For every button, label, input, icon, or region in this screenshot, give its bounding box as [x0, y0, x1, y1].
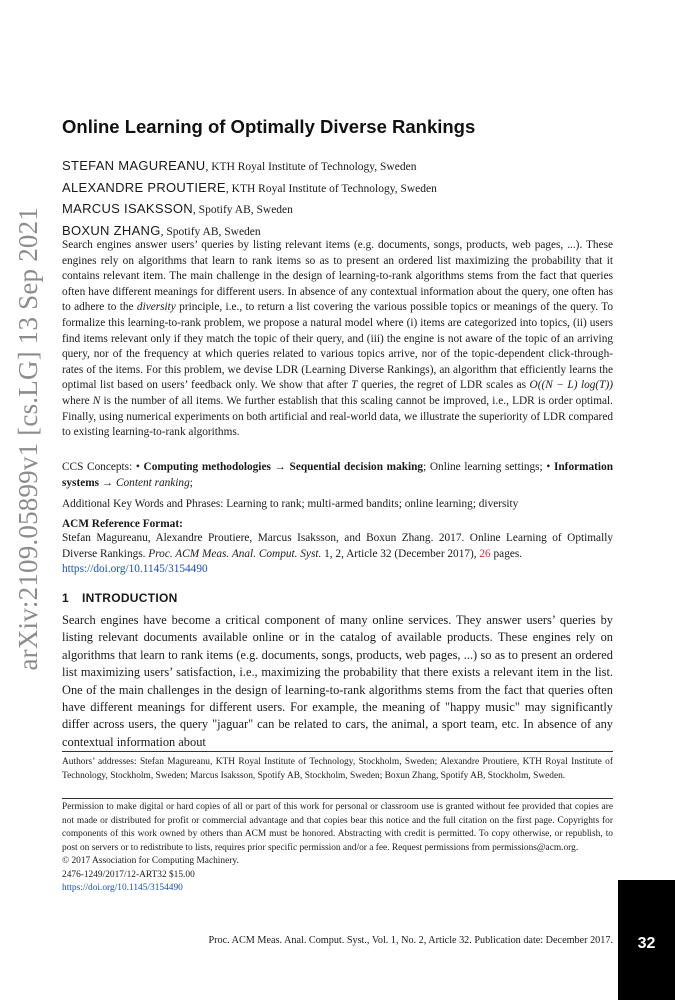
author-name: STEFAN MAGUREANU	[62, 158, 206, 173]
math-expression: O((N − L) log(T))	[529, 379, 613, 392]
doi-link[interactable]: https://doi.org/10.1145/3154490	[62, 883, 183, 893]
issn-line: 2476-1249/2017/12-ART32 $15.00	[62, 869, 195, 880]
acm-reference	[62, 531, 613, 578]
author-name: ALEXANDRE PROUTIERE	[62, 179, 226, 195]
keywords: Additional Key Words and Phrases: Learning to rank; multi-armed bandits; online learning; diversity	[62, 498, 519, 510]
paper-title: Online Learning of Optimally Diverse Rankings	[62, 116, 476, 137]
ccs-text: ; Online learning settings; •	[423, 461, 554, 473]
abstract-text: where	[62, 394, 93, 407]
author-affiliation: , Spotify AB, Sweden	[160, 225, 261, 238]
author-name: BOXUN ZHANG	[62, 222, 161, 238]
journal-name: Proc. ACM Meas. Anal. Comput. Syst.	[148, 547, 322, 560]
doi-link[interactable]: https://doi.org/10.1145/3154490	[62, 563, 208, 576]
ccs-concepts	[62, 460, 613, 491]
author-affiliation: , KTH Royal Institute of Technology, Sweden	[205, 161, 417, 173]
ccs-arrow: →	[270, 461, 290, 473]
footnote-divider	[62, 751, 613, 752]
math-var: T	[351, 379, 358, 392]
copyright-line: © 2017 Association for Computing Machinery.	[62, 856, 239, 866]
reference-text: 1, 2, Article 32 (December 2017),	[321, 547, 480, 560]
page-count-link[interactable]: 26	[479, 547, 491, 560]
permission-notice	[62, 801, 613, 896]
abstract	[62, 238, 613, 441]
page-footer: Proc. ACM Meas. Anal. Comput. Syst., Vol. 1, No. 2, Article 32. Publication date: December 2017.	[208, 935, 613, 946]
author-affiliation: , Spotify AB, Sweden	[192, 204, 293, 216]
author-entry	[62, 199, 622, 221]
arxiv-id: arXiv:2109.05899v1 [cs.LG] 13 Sep 2021	[12, 207, 43, 671]
ccs-term: Content ranking	[115, 476, 190, 489]
math-var: N	[92, 394, 101, 407]
author-name: MARCUS ISAKSSON	[62, 201, 193, 216]
ccs-term: Computing methodologies	[143, 461, 271, 473]
author-list	[62, 156, 622, 242]
section-heading	[62, 591, 613, 605]
ccs-term: Information systems	[62, 461, 613, 489]
abstract-text: is the number of all items. We further establish that this scaling cannot be improved, i.e., LDR is order optimal. Finally, using numerical experiments on both artificial and real-world data, we illustrate the superiority of LDR compared to existing learning-to-rank algorithms.	[62, 394, 614, 439]
arxiv-stamp	[6, 198, 50, 680]
acm-reference-heading: ACM Reference Format:	[62, 518, 183, 530]
abstract-emphasis: diversity	[136, 301, 176, 314]
reference-text: Stefan Magureanu, Alexandre Proutiere, Marcus Isaksson, and Boxun Zhang. 2017. Online Learning of Optimally Diverse Rankings.	[62, 532, 613, 560]
abstract-text: Search engines answer users’ queries by listing relevant items (e.g. documents, songs, products, web pages, ...). These engines rely on algorithms that learn to rank items so as to present an ordered list maximizing the probability that it contains relevant item. The main challenge in the design of learning-to-rank algorithms stems from the fact that queries often have different meanings for different users. In absence of any contextual information about the query, one often has to adhere to the	[62, 239, 613, 314]
author-entry	[62, 156, 622, 178]
abstract-text: queries, the regret of LDR scales as	[357, 379, 530, 392]
ccs-term: Sequential decision making	[289, 461, 424, 473]
ccs-arrow: →	[99, 476, 116, 489]
authors-addresses: Authors’ addresses: Stefan Magureanu, KTH Royal Institute of Technology, Stockholm, Sweden; Alexandre Proutiere, KTH Royal Institute of Technology, Stockholm, Sweden; Marcus Isaksson, Spotify AB, Stockholm, Sweden; Boxun Zhang, Spotify AB, Stockholm, Sweden.	[62, 757, 613, 781]
section-number: 1	[62, 591, 69, 605]
author-affiliation: , KTH Royal Institute of Technology, Sweden	[225, 182, 437, 195]
section-title: INTRODUCTION	[82, 591, 178, 605]
page-number-box	[618, 880, 675, 1000]
abstract-text: principle, i.e., to return a list covering the various possible topics or meanings of the query. To formalize this learning-to-rank problem, we propose a natural model where (i) items are categorized into topics, (ii) users find items relevant only if they match the topic of their query, and (iii) the engine is not aware of the topic of an arriving query, nor of the frequency at which queries related to various topics arrive, nor of the topic-dependent click-through-rates of the items. For this problem, we devise LDR (Learning Diverse Rankings), an algorithm that efficiently learns the optimal list based on users’ feedback only. We show that after	[62, 301, 613, 392]
reference-text: pages.	[490, 547, 523, 560]
ccs-text: CCS Concepts: •	[62, 461, 144, 473]
ccs-text: ;	[189, 476, 193, 489]
author-entry	[62, 178, 622, 200]
page-number: 32	[637, 935, 656, 952]
permission-divider	[62, 798, 613, 799]
permission-text: Permission to make digital or hard copies of all or part of this work for personal or classroom use is granted without fee provided that copies are not made or distributed for profit or commercial advantage and that copies bear this notice and the full citation on the first page. Copyrights for components of this work owned by others than ACM must be honored. Abstracting with credit is permitted. To copy otherwise, or republish, to post on servers or to redistribute to lists, requires prior specific permission and/or a fee. Request permissions from permissions@acm.org.	[62, 802, 613, 853]
introduction-text: Search engines have become a critical component of many online services. They answer users’ queries by listing relevant documents available online or in the catalog of available products. These engines rely on algorithms that learn to rank items (e.g. documents, songs, products, web pages, ...) so as to present an ordered list maximizing users’ satisfaction, i.e., maximizing the probability that there exists a relevant item in the list. One of the main challenges in the design of learning-to-rank algorithms stems from the fact that queries often have different meanings for different users. For example, the meaning of "happy music" may significantly differ across users, the query "jaguar" can be related to cars, the animal, a sport team, etc. In absence of any contextual information about	[62, 613, 613, 749]
